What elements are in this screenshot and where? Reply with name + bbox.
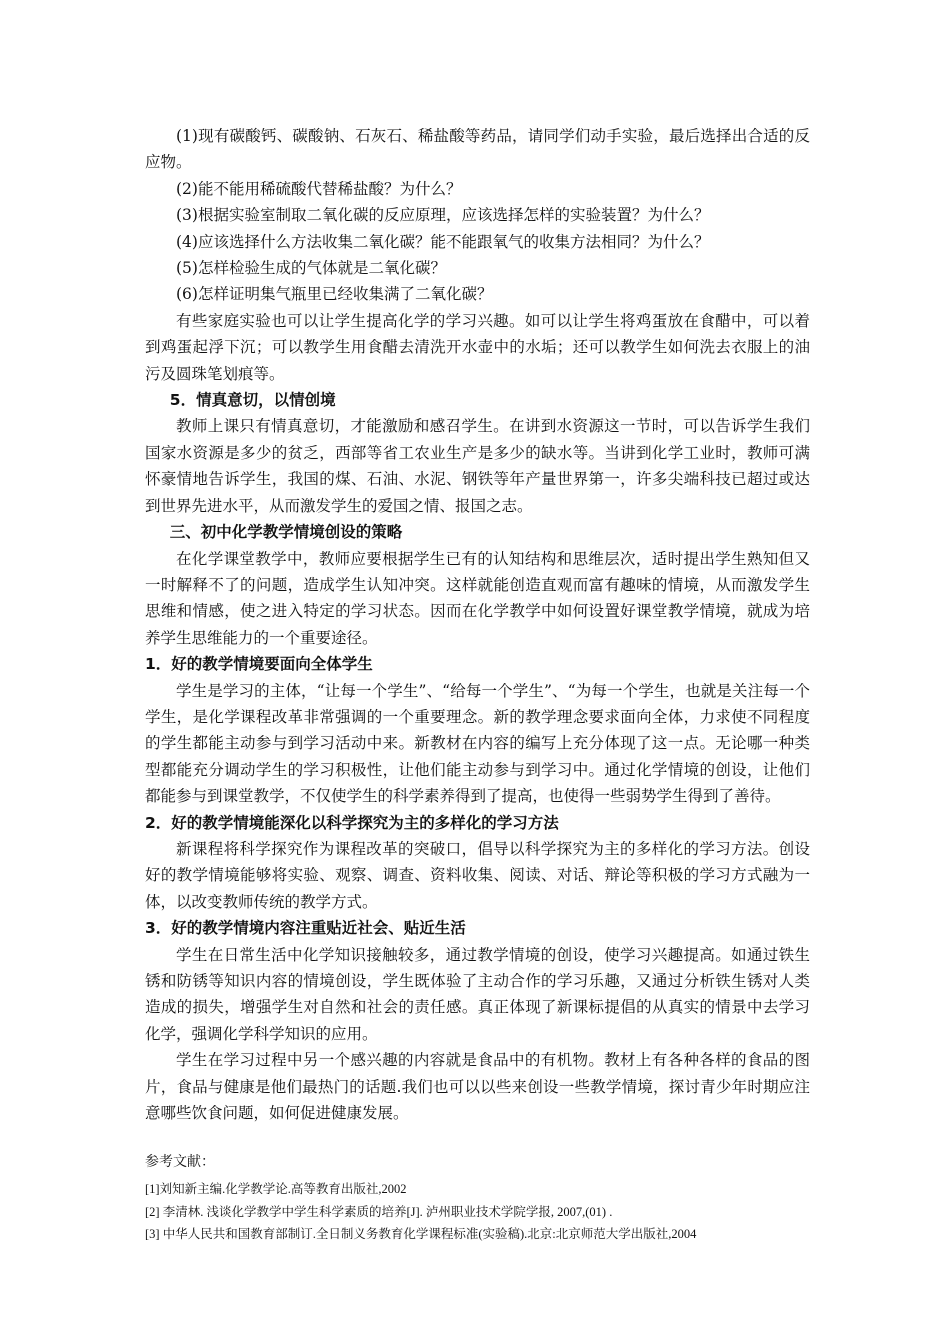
strategy-3-paragraph-1: 学生在日常生活中化学知识接触较多，通过教学情境的创设，使学习兴趣提高。如通过铁生锈和防锈等知识内容的情境创设，学生既体验了主动合作的学习乐趣，又通过分析铁生锈对人类造成的损失，增强学生对自然和社会的责任感。真正体现了新课标提倡的从真实的情景中去学习化学，强调化学科学知识的应用。 xyxy=(145,945,810,1043)
question-5: (5)怎样检验生成的气体就是二氧化碳？ xyxy=(176,259,446,278)
reference-2: [2] 李清林. 浅谈化学教学中学生科学素质的培养[J]. 泸州职业技术学院学报, 2007,(01) . xyxy=(145,1204,613,1219)
part-3-paragraph: 在化学课堂教学中，教师应要根据学生已有的认知结构和思维层次，适时提出学生熟知但又一时解释不了的问题，造成学生认知冲突。这样就能创造直观而富有趣味的情境，从而激发学生思维和情感，使之进入特定的学习状态。因而在化学教学中如何设置好课堂教学情境，就成为培养学生思维能力的一个重要途径。 xyxy=(145,549,810,647)
strategy-3-heading: 3．好的教学情境内容注重贴近社会、贴近生活 xyxy=(145,919,466,938)
strategy-2-paragraph: 新课程将科学探究作为课程改革的突破口，倡导以科学探究为主的多样化的学习方法。创设好的教学情境能够将实验、观察、调查、资料收集、阅读、对话、辩论等积极的学习方式融为一体，以改变教师传统的教学方式。 xyxy=(145,839,810,911)
strategy-2-heading: 2．好的教学情境能深化以科学探究为主的多样化的学习方法 xyxy=(145,813,559,832)
question-1: (1)现有碳酸钙、碳酸钠、石灰石、稀盐酸等药品，请同学们动手实验，最后选择出合适的反应物。 xyxy=(145,127,810,172)
strategy-1-paragraph: 学生是学习的主体，“让每一个学生”、“给每一个学生”、“为每一个学生，也就是关注每一个学生，是化学课程改革非常强调的一个重要理念。新的教学理念要求面向全体，力求使不同程度的学生都能主动参与到学习活动中来。新教材在内容的编写上充分体现了这一点。无论哪一种类型都能充分调动学生的学习积极性，让他们能主动参与到学习中。通过化学情境的创设，让他们都能参与到课堂教学，不仅使学生的科学素养得到了提高，也使得一些弱势学生得到了善待。 xyxy=(145,681,810,806)
strategy-1-heading: 1．好的教学情境要面向全体学生 xyxy=(145,655,373,674)
section-5-heading: 5．情真意切，以情创境 xyxy=(169,391,336,410)
reference-3: [3] 中华人民共和国教育部制订.全日制义务教育化学课程标准(实验稿).北京:北京师范大学出版社,2004 xyxy=(145,1227,697,1242)
references xyxy=(145,1150,810,1246)
question-3: (3)根据实验室制取二氧化碳的反应原理，应该选择怎样的实验装置？为什么？ xyxy=(176,206,710,225)
reference-1: [1]刘知新主编.化学教学论.高等教育出版社,2002 xyxy=(145,1182,407,1197)
home-experiment-paragraph: 有些家庭实验也可以让学生提高化学的学习兴趣。如可以让学生将鸡蛋放在食醋中，可以着到鸡蛋起浮下沉；可以教学生用食醋去清洗开水壶中的水垢；还可以教学生如何洗去衣服上的油污及圆珠笔划痕等。 xyxy=(145,311,810,383)
section-5-paragraph: 教师上课只有情真意切，才能激励和感召学生。在讲到水资源这一节时，可以告诉学生我们国家水资源是多少的贫乏，西部等省工农业生产是多少的缺水等。当讲到化学工业时，教师可满怀豪情地告诉学生，我国的煤、石油、水泥、钢铁等年产量世界第一，许多尖端科技已超过或达到世界先进水平，从而激发学生的爱国之情、报国之志。 xyxy=(145,417,810,515)
question-6: (6)怎样证明集气瓶里已经收集满了二氧化碳？ xyxy=(176,285,493,304)
question-4: (4)应该选择什么方法收集二氧化碳？能不能跟氧气的收集方法相同？为什么？ xyxy=(176,232,710,251)
part-3-heading: 三、初中化学教学情境创设的策略 xyxy=(169,523,403,542)
strategy-3-paragraph-2: 学生在学习过程中另一个感兴趣的内容就是食品中的有机物。教材上有各种各样的食品的图片，食品与健康是他们最热门的话题.我们也可以以些来创设一些教学情境，探讨青少年时期应注意哪些饮食问题，如何促进健康发展。 xyxy=(145,1051,810,1123)
question-2: (2)能不能用稀硫酸代替稀盐酸？为什么？ xyxy=(176,179,462,198)
references-title: 参考文献： xyxy=(145,1154,215,1171)
document-body xyxy=(145,123,810,1246)
